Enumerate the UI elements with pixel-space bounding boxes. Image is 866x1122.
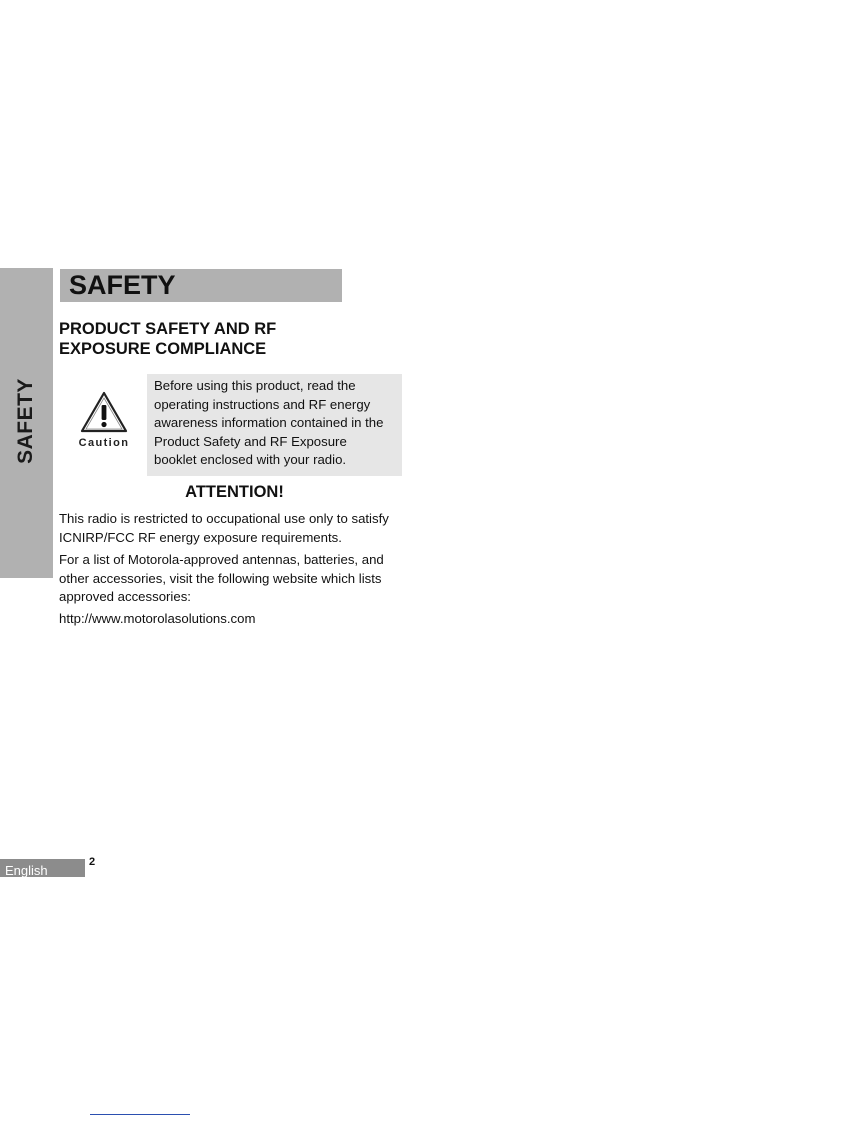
language-label: English [5, 863, 48, 878]
notice-line: booklet enclosed with your radio. [154, 452, 347, 468]
notice-box [147, 374, 402, 476]
section-banner [60, 269, 342, 302]
notice-line: operating instructions and RF energy [154, 396, 371, 412]
body-paragraph-restriction [59, 510, 409, 547]
notice-line: awareness information contained in the [154, 415, 384, 431]
body-paragraph-accessories [59, 551, 409, 607]
notice-text [154, 377, 399, 470]
caution-block [72, 388, 136, 458]
website-url-text: http://www.motorolasolutions.com [59, 611, 256, 626]
body-line: approved accessories: [59, 589, 191, 605]
warning-triangle-icon [80, 391, 128, 433]
caution-label: Caution [78, 437, 130, 449]
footer-rule [90, 1114, 190, 1115]
side-section-tab-label: SAFETY [14, 378, 37, 464]
section-title: SAFETY [69, 270, 176, 300]
notice-line: Product Safety and RF Exposure [154, 433, 347, 449]
sub-heading-line: PRODUCT SAFETY AND RF [59, 320, 277, 338]
website-url [59, 610, 409, 629]
body-line: This radio is restricted to occupational use only to satisfy [59, 511, 389, 526]
body-line: For a list of Motorola-approved antennas, batteries, and [59, 552, 384, 567]
sub-heading-line: EXPOSURE COMPLIANCE [59, 340, 267, 358]
sub-heading [59, 319, 379, 359]
attention-heading: ATTENTION! [185, 483, 284, 501]
notice-line: Before using this product, read the [154, 378, 356, 393]
page-number: 2 [89, 856, 96, 868]
body-line: other accessories, visit the following website which lists [59, 570, 382, 586]
body-line: ICNIRP/FCC RF energy exposure requirements. [59, 529, 342, 545]
language-tab [0, 859, 85, 877]
